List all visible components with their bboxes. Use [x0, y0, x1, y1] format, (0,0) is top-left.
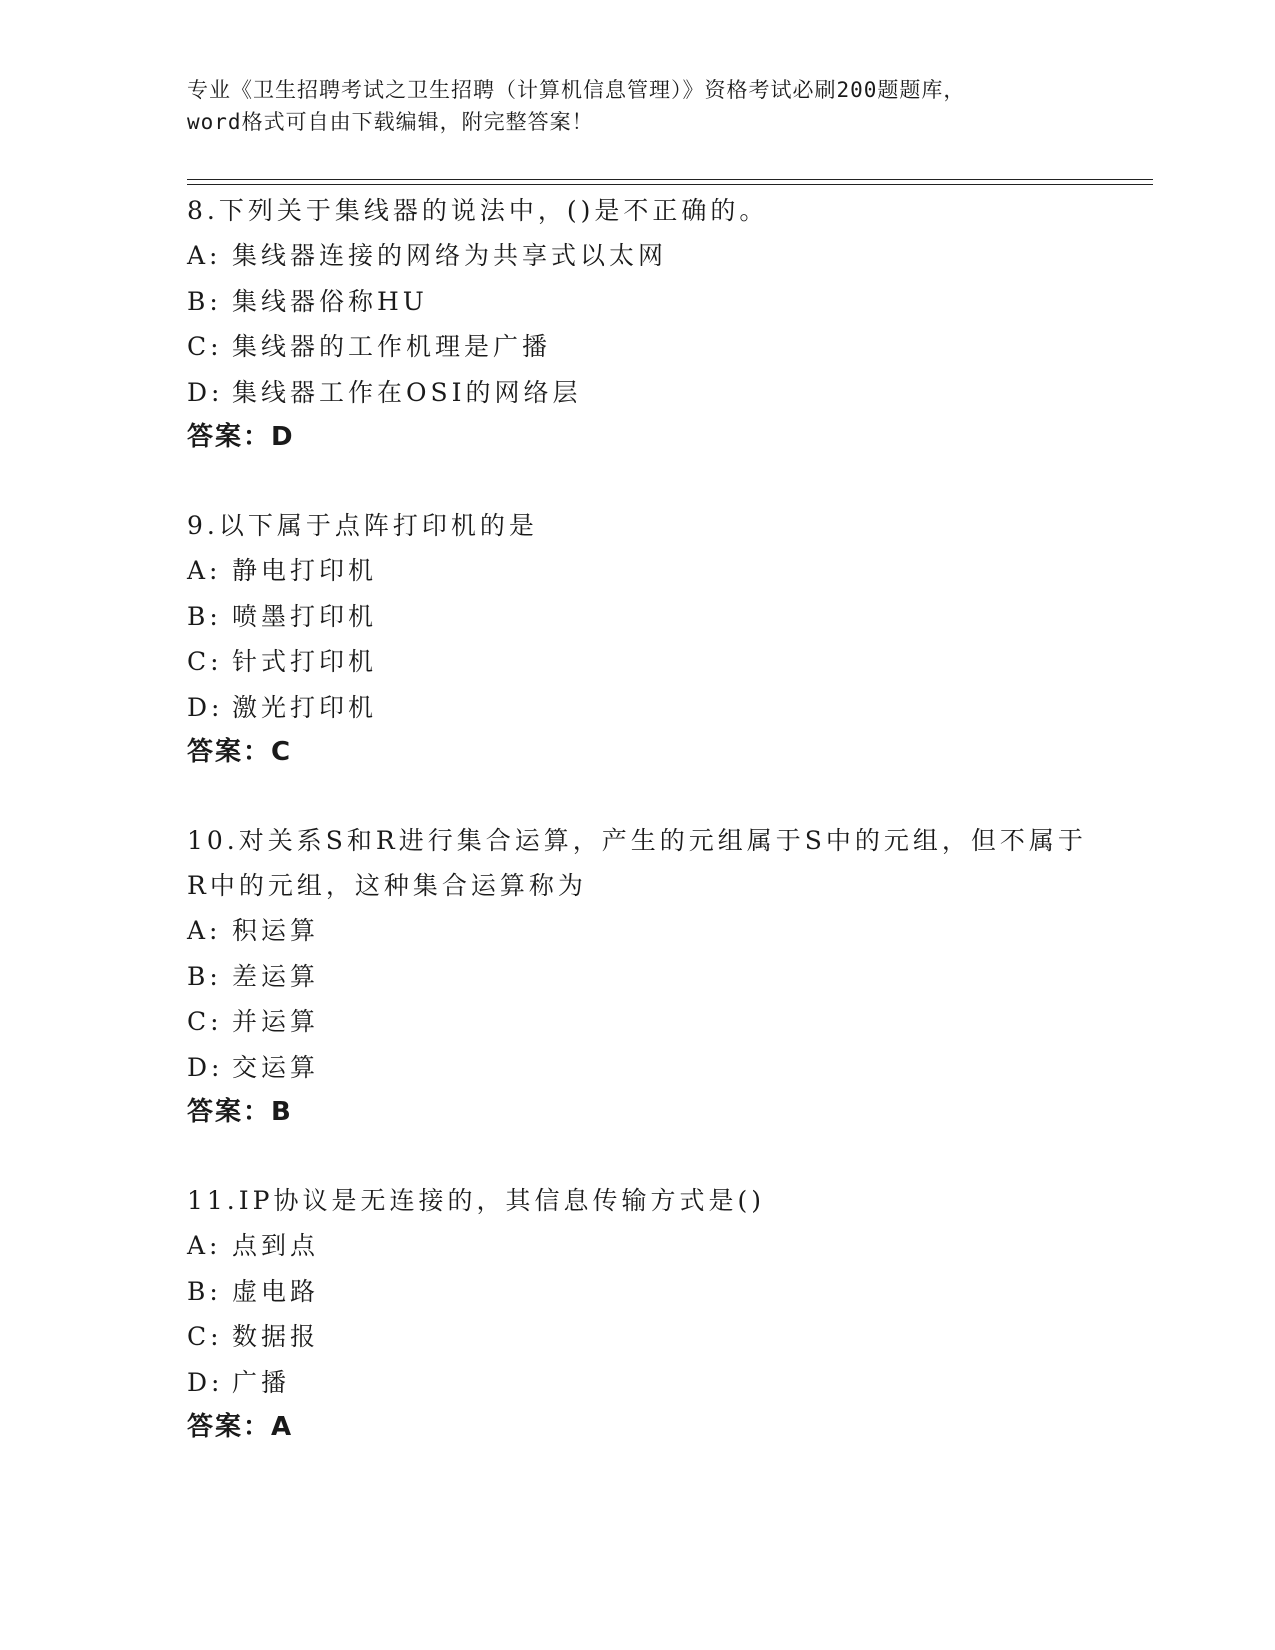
- option-text: 静电打印机: [232, 556, 378, 585]
- option-b: [187, 594, 1087, 640]
- option-text: 广播: [232, 1367, 291, 1397]
- option-letter: D:: [187, 692, 224, 722]
- option-a: [187, 548, 1087, 594]
- option-text: 针式打印机: [232, 647, 378, 676]
- option-letter: A:: [187, 916, 222, 945]
- question-list: [187, 188, 1087, 1493]
- option-letter: C:: [187, 1007, 223, 1036]
- option-letter: C:: [187, 647, 223, 676]
- option-letter: A:: [187, 556, 222, 585]
- answer-label: 答案：C: [187, 737, 293, 767]
- option-letter: B:: [187, 601, 222, 631]
- option-text: 虚电路: [232, 1276, 320, 1306]
- option-letter: A:: [187, 1231, 222, 1260]
- option-c: [187, 639, 1087, 685]
- option-letter: B:: [187, 286, 222, 316]
- option-text: 集线器的工作机理是广播: [232, 332, 552, 361]
- option-letter: D:: [187, 377, 224, 407]
- option-text: 集线器连接的网络为共享式以太网: [232, 241, 668, 270]
- option-letter: C:: [187, 332, 223, 361]
- option-letter: A:: [187, 241, 222, 270]
- option-letter: D:: [187, 1052, 224, 1082]
- answer-label: 答案：B: [187, 1097, 293, 1127]
- question-stem: 9.以下属于点阵打印机的是: [187, 511, 538, 540]
- option-d: [187, 370, 1087, 416]
- option-a: [187, 908, 1087, 954]
- answer-label: 答案：A: [187, 1412, 294, 1442]
- option-text: 集线器工作在OSI的网络层: [232, 377, 582, 407]
- question-stem: 11.IP协议是无连接的，其信息传输方式是(): [187, 1186, 765, 1215]
- option-c: [187, 1314, 1087, 1360]
- option-text: 积运算: [232, 916, 320, 945]
- option-text: 差运算: [232, 961, 320, 991]
- question-stem: 10.对关系S和R进行集合运算，产生的元组属于S中的元组，但不属于R中的元组，这种集合运算称为: [187, 826, 1087, 900]
- option-text: 并运算: [232, 1007, 320, 1036]
- header-divider-top: [187, 179, 1153, 180]
- option-text: 交运算: [232, 1052, 320, 1082]
- option-a: [187, 1223, 1087, 1269]
- option-letter: D:: [187, 1367, 224, 1397]
- option-text: 点到点: [232, 1231, 320, 1260]
- option-b: [187, 954, 1087, 1000]
- option-b: [187, 279, 1087, 325]
- option-b: [187, 1269, 1087, 1315]
- option-c: [187, 324, 1087, 370]
- option-d: [187, 685, 1087, 731]
- question-9: [187, 503, 1087, 775]
- question-10: [187, 818, 1087, 1135]
- header-divider-bottom: [187, 184, 1153, 185]
- option-letter: B:: [187, 1276, 222, 1306]
- answer-label: 答案：D: [187, 422, 295, 452]
- question-8: [187, 188, 1087, 460]
- option-text: 喷墨打印机: [232, 601, 378, 631]
- option-text: 激光打印机: [232, 692, 378, 722]
- option-d: [187, 1360, 1087, 1406]
- question-11: [187, 1178, 1087, 1450]
- option-a: [187, 233, 1087, 279]
- option-text: 集线器俗称HU: [232, 286, 428, 316]
- header-line-1: 专业《卫生招聘考试之卫生招聘（计算机信息管理）》资格考试必刷200题题库，: [187, 78, 966, 102]
- question-stem: 8.下列关于集线器的说法中，()是不正确的。: [187, 196, 769, 225]
- option-letter: B:: [187, 961, 222, 991]
- document-header: [187, 74, 1087, 138]
- option-text: 数据报: [232, 1322, 320, 1351]
- option-letter: C:: [187, 1322, 223, 1351]
- option-d: [187, 1045, 1087, 1091]
- header-line-2: word格式可自由下载编辑，附完整答案！: [187, 110, 594, 134]
- option-c: [187, 999, 1087, 1045]
